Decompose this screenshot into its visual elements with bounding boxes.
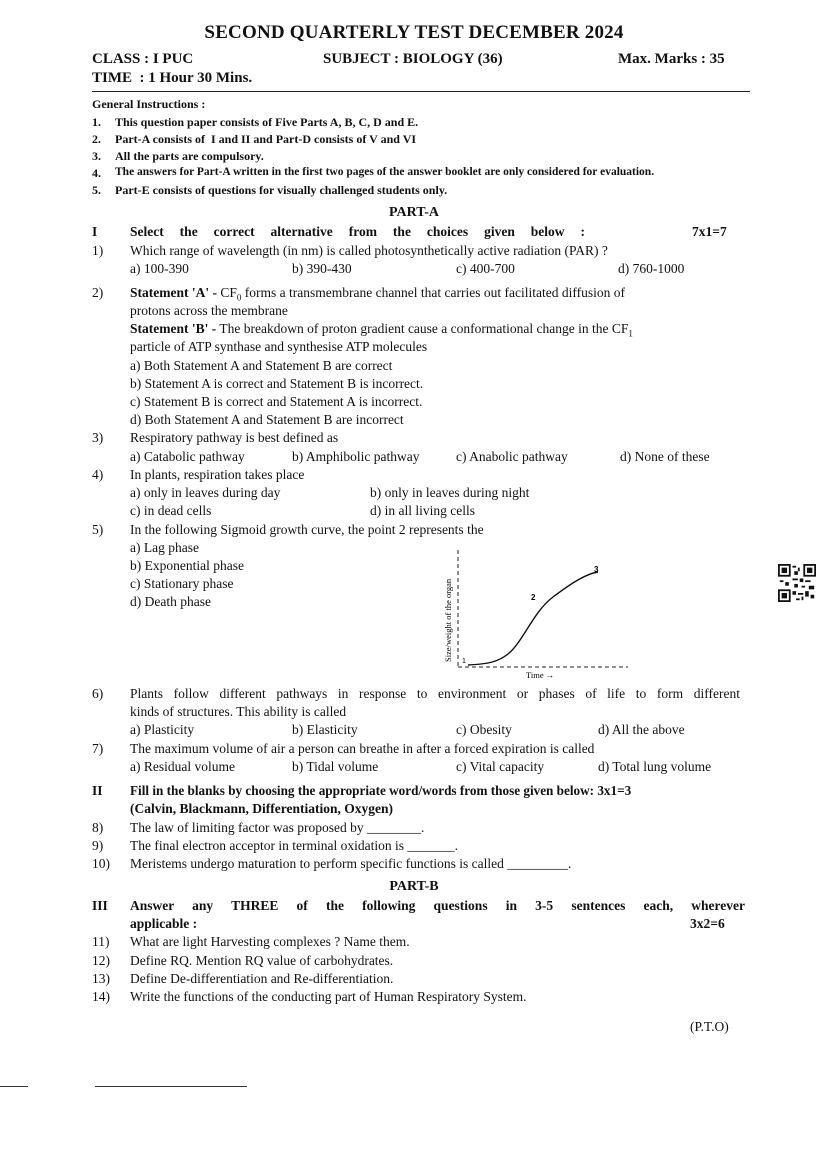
option-b: b) Exponential phase [130, 558, 244, 573]
point-1-label: 1 [462, 658, 466, 665]
instruction-text: Part-A consists of I and II and Part-D consists of V and VI [115, 132, 417, 146]
section-number: II [92, 783, 103, 798]
statement-a [130, 285, 747, 303]
header-divider [92, 91, 750, 92]
pto-label: (P.T.O) [690, 1019, 729, 1034]
subject-label: SUBJECT : BIOLOGY (36) [323, 51, 503, 67]
option-b: b) Statement A is correct and Statement B is incorrect. [130, 376, 424, 391]
option-c: c) 400-700 [456, 261, 515, 276]
statement-b [130, 321, 747, 339]
option-d: d) All the above [598, 722, 685, 737]
option-d: d) Death phase [130, 594, 211, 609]
section-instruction: Answer any THREE of the following questions in 3-5 sentences each, wherever [130, 898, 745, 913]
part-b-heading: PART-B [389, 879, 439, 894]
statement-b-text-2: particle of ATP synthase and synthesise ATP molecules [130, 339, 428, 354]
question-number: 1) [92, 243, 104, 258]
x-axis-label: Time → [526, 670, 555, 680]
statement-a-text-2: protons across the membrane [130, 303, 288, 318]
section-marks: 3x2=6 [690, 916, 725, 931]
question-text-2: kinds of structures. This ability is called [130, 704, 347, 719]
option-b: b) Tidal volume [292, 759, 379, 774]
page-title: SECOND QUARTERLY TEST DECEMBER 2024 [204, 22, 624, 43]
option-a: a) Both Statement A and Statement B are correct [130, 358, 393, 373]
class-label: CLASS : I PUC [92, 51, 194, 67]
question-text: What are light Harvesting complexes ? Name them. [130, 934, 410, 949]
option-b: b) only in leaves during night [370, 485, 530, 500]
option-a: a) Residual volume [130, 759, 235, 774]
option-a: a) 100-390 [130, 261, 189, 276]
statement-a-label: Statement 'A' - [130, 285, 217, 300]
point-3-label: 3 [594, 565, 599, 574]
question-number: 4) [92, 467, 104, 482]
section-instruction: Fill in the blanks by choosing the appropriate word/words from those given below: 3x1=3 [130, 783, 632, 798]
option-a: a) Lag phase [130, 540, 199, 555]
option-a: a) only in leaves during day [130, 485, 281, 500]
part-a-heading: PART-A [388, 205, 440, 220]
growth-curve [468, 572, 598, 665]
option-d: d) Both Statement A and Statement B are incorrect [130, 412, 404, 427]
question-number: 8) [92, 820, 104, 835]
question-number: 11) [92, 934, 110, 949]
y-axis-label: Size/weight of the organ [443, 578, 453, 662]
question-text: Respiratory pathway is best defined as [130, 430, 339, 445]
option-c: c) in dead cells [130, 503, 212, 518]
instructions-heading: General Instructions : [92, 97, 206, 111]
option-c: c) Anabolic pathway [456, 449, 568, 464]
option-b: b) 390-430 [292, 261, 352, 276]
instruction-text: All the parts are compulsory. [115, 149, 264, 163]
footer-rule-left [0, 1086, 28, 1087]
question-text: Meristems undergo maturation to perform specific functions is called _________. [130, 856, 572, 871]
question-text: Write the functions of the conducting part of Human Respiratory System. [130, 989, 527, 1004]
question-number: 5) [92, 522, 104, 537]
statement-a-text: forms a transmembrane channel that carries out facilitated diffusion of [244, 285, 625, 300]
option-c: c) Obesity [456, 722, 512, 737]
instruction-number: 1. [92, 115, 101, 129]
footer-rule [95, 1086, 247, 1087]
question-number: 7) [92, 741, 104, 756]
question-text: Plants follow different pathways in response to environment or phases of life to form different [130, 686, 740, 701]
option-a: a) Catabolic pathway [130, 449, 245, 464]
section-instruction: Select the correct alternative from the choices given below : [130, 224, 585, 239]
question-text: The maximum volume of air a person can breathe in after a forced expiration is called [130, 741, 595, 756]
question-number: 9) [92, 838, 104, 853]
question-text: The law of limiting factor was proposed by ________. [130, 820, 425, 835]
option-d: d) None of these [620, 449, 710, 464]
instruction-number: 4. [92, 166, 101, 180]
statement-b-label: Statement 'B' - [130, 321, 217, 336]
question-text: Define RQ. Mention RQ value of carbohydrates. [130, 953, 394, 968]
point-2-label: 2 [531, 593, 536, 602]
option-d: d) 760-1000 [618, 261, 685, 276]
cf-subscript: 0 [236, 292, 242, 303]
instruction-text: Part-E consists of questions for visually challenged students only. [115, 183, 448, 197]
cf-subscript: 1 [628, 328, 633, 339]
instruction-text: This question paper consists of Five Parts A, B, C, D and E. [115, 115, 419, 129]
option-d: d) Total lung volume [598, 759, 712, 774]
section-instruction-2: applicable : [130, 916, 198, 931]
question-text: Which range of wavelength (in nm) is called photosynthetically active radiation (PAR) ? [130, 243, 608, 258]
option-c: c) Stationary phase [130, 576, 234, 591]
sigmoid-growth-curve [438, 542, 638, 682]
option-c: c) Vital capacity [456, 759, 545, 774]
instruction-number: 3. [92, 149, 101, 163]
qr-code [778, 564, 816, 602]
statement-b-text: The breakdown of proton gradient cause a conformational change in the CF [219, 321, 629, 336]
option-a: a) Plasticity [130, 722, 195, 737]
word-choices: (Calvin, Blackmann, Differentiation, Oxygen) [130, 801, 393, 816]
time-label: TIME : 1 Hour 30 Mins. [92, 70, 253, 86]
max-marks-label: Max. Marks : 35 [618, 51, 725, 67]
instruction-number: 5. [92, 183, 101, 197]
option-b: b) Elasticity [292, 722, 358, 737]
question-number: 10) [92, 856, 110, 871]
question-number: 14) [92, 989, 110, 1004]
question-text: Define De-differentiation and Re-differentiation. [130, 971, 394, 986]
section-number: I [92, 224, 98, 239]
option-b: b) Amphibolic pathway [292, 449, 420, 464]
section-number: III [92, 898, 108, 913]
instruction-text: The answers for Part-A written in the first two pages of the answer booklet are only considered for evaluation. [115, 166, 655, 178]
question-text: In plants, respiration takes place [130, 467, 305, 482]
question-number: 3) [92, 430, 104, 445]
question-number: 6) [92, 686, 104, 701]
cf-label: CF [220, 285, 237, 300]
question-number: 2) [92, 285, 104, 300]
question-text: In the following Sigmoid growth curve, the point 2 represents the [130, 522, 484, 537]
question-number: 13) [92, 971, 110, 986]
question-number: 12) [92, 953, 110, 968]
section-marks: 7x1=7 [692, 224, 727, 239]
option-c: c) Statement B is correct and Statement A is incorrect. [130, 394, 423, 409]
question-text: The final electron acceptor in terminal oxidation is _______. [130, 838, 459, 853]
instruction-number: 2. [92, 132, 101, 146]
option-d: d) in all living cells [370, 503, 475, 518]
